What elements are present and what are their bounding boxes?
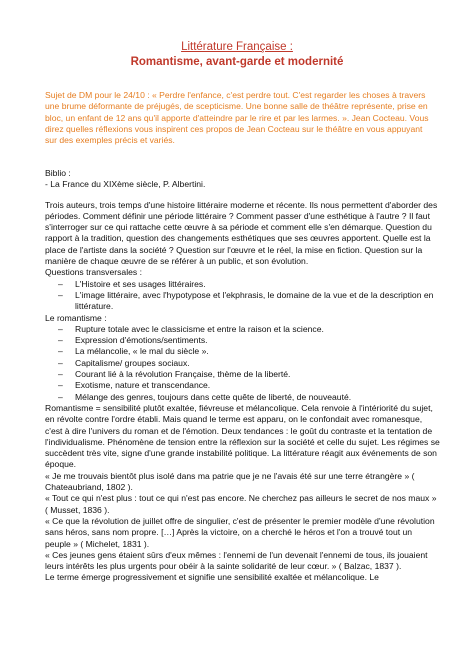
quote-musset: « Tout ce qui n'est plus : tout ce qui n'est pas encore. Ne cherchez pas ailleurs le secret de nos maux » ( Musset, 1836 ). bbox=[45, 493, 437, 515]
transversales-list bbox=[45, 279, 440, 313]
quote-chateaubriand: « Je me trouvais bientôt plus isolé dans ma patrie que je ne l'avais été sur une terre étrangère » ( Chateaubriand, 1802 ). bbox=[45, 470, 415, 493]
quote-michelet: « Ce que la révolution de juillet offre de singulier, c'est de présenter le premier modèle d'une révolution sans héros, sans nom propre. […] Après la victoire, on a cherché le héros et l'on a trouvé tout un peuple » ( Michelet, 1831 ). bbox=[45, 515, 435, 549]
quote-balzac: « Ces jeunes gens étaient sûrs d'eux mêmes : l'ennemi de l'un devenait l'ennemi de tous, ils jouaient leurs intérêts les plus urgents pour obéir à la sainte solidarité de leur cœur. » ( Balzac, 1837 ). bbox=[45, 549, 428, 572]
list-item: – La mélancolie, « le mal du siècle ». bbox=[45, 346, 440, 357]
list-item: – Expression d'émotions/sentiments. bbox=[45, 335, 440, 346]
page-subtitle: Romantisme, avant-garde et modernité bbox=[130, 56, 344, 68]
intro-paragraph: Trois auteurs, trois temps d'une histoire littéraire moderne et récente. Ils nous permettent d'aborder des périodes. Comment définir une période littéraire ? Comment passer d'une esthétique à l'autre ? Il faut s'interroger sur ce qui rattache cette œuvre à sa période et comment elle s'en démarque. Question du rapport à la tradition, question des changements esthétiques que ses œuvres apportent. Quelle est la place de l'artiste dans la société ? Question sur l'œuvre et le réel, la mise en fiction. Question sur la manière de chaque œuvre de se référer à un public, et son évolution. bbox=[45, 199, 438, 267]
list-item: – Exotisme, nature et transcendance. bbox=[45, 380, 440, 391]
list-item: – Capitalisme/ groupes sociaux. bbox=[45, 358, 440, 369]
biblio-item: - La France du XIXème siècle, P. Albertini. bbox=[45, 179, 206, 190]
biblio-label: Biblio : bbox=[45, 168, 71, 178]
page-title: Littérature Française : bbox=[181, 41, 293, 53]
body-paragraph: Romantisme = sensibilité plutôt exaltée, fiévreuse et mélancolique. Cela renvoie à l'intériorité du sujet, en révolte contre l'ordre établi. Mais quand le terme est apparu, on le confondait avec romanesque, c'est à dire l'univers du roman et de l'émotion. Deux tendances : le goût du contraste et la tentation de l'individualisme. Phénomène de tension entre la réflexion sur la société et celle du sujet. Les régimes se succèdent très vite, signe d'une grande instabilité politique. La littérature réagit aux événements de son époque. bbox=[45, 402, 440, 470]
list-item: – Rupture totale avec le classicisme et entre la raison et la science. bbox=[45, 324, 440, 335]
list-item: – Courant lié à la révolution Française, thème de la liberté. bbox=[45, 369, 440, 380]
list-item: – L'image littéraire, avec l'hypotypose et l'ekphrasis, le domaine de la vue et de la description en littérature. bbox=[45, 290, 440, 313]
header bbox=[0, 40, 474, 70]
transversales-label: Questions transversales : bbox=[45, 267, 142, 278]
list-item: – Mélange des genres, toujours dans cette quête de liberté, de nouveauté. bbox=[45, 392, 440, 403]
romantisme-list bbox=[45, 324, 440, 403]
list-item: – L'Histoire et ses usages littéraires. bbox=[45, 279, 440, 290]
main-content bbox=[45, 168, 440, 584]
closing-paragraph: Le terme émerge progressivement et signifie une sensibilité exaltée et mélancolique. Le bbox=[45, 572, 379, 583]
romantisme-label: Le romantisme : bbox=[45, 312, 107, 323]
dm-subject: Sujet de DM pour le 24/10 : « Perdre l'enfance, c'est perdre tout. C'est regarder les choses à travers une brume déformante de préjugés, de scepticisme. Une bonne salle de théâtre représente, prise en bloc, un enfant de 12 ans qu'il apporte d'atteindre par le rire et par les larmes. ». Jean Cocteau. Vous direz quelles réflexions vous inspirent ces propos de Jean Cocteau sur le théâtre en vous appuyant sur des exemples précis et variés. bbox=[45, 90, 429, 146]
